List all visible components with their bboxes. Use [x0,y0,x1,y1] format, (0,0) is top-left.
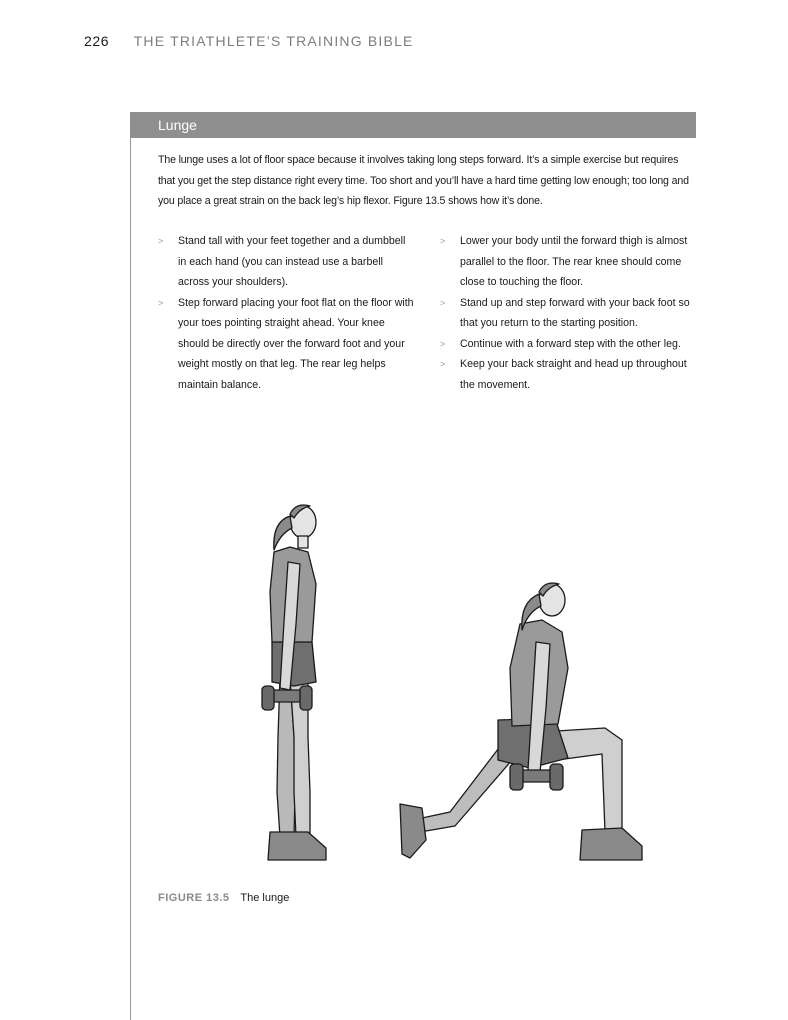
step-text: Stand tall with your feet together and a dumbbell in each hand (you can instead use a barbell across your shoulders). [178,235,406,288]
section-header [130,112,696,138]
bullet-icon: > [440,359,446,369]
list-item [158,293,416,396]
list-item [440,334,702,355]
list-item [158,231,416,293]
steps-list-left [158,231,416,395]
list-item [440,293,702,334]
page-number: 226 [84,33,110,49]
steps-list-right [440,231,702,395]
lunging-figure [400,583,642,860]
bullet-icon: > [440,338,446,349]
standing-figure [262,505,326,860]
bullet-icon: > [440,297,446,308]
intro-paragraph: The lunge uses a lot of floor space because it involves taking long steps forward. It’s a simple exercise but requires that you get the step distance right every time. Too short and you’ll have a hard time getting low enough; too long and you place a great strain on the back leg’s hip flexor. Figure 13.5 shows how it’s done. [158,154,689,207]
step-text: Step forward placing your foot flat on the floor with your toes pointing straight ahead. Your knee should be directly over the forward foot and your weight mostly on that leg. The rear leg helps maintain balance. [178,296,414,391]
step-text: Lower your body until the forward thigh is almost parallel to the floor. The rear knee should come close to touching the floor. [460,235,688,288]
book-title: THE TRIATHLETE’S TRAINING BIBLE [133,33,414,49]
step-text: Stand up and step forward with your back foot so that you return to the starting position. [460,296,690,329]
running-head [84,33,414,49]
list-item [440,354,702,395]
bullet-icon: > [158,236,164,246]
sidebar-rule [130,112,131,1020]
figure-caption-text: The lunge [240,892,290,904]
list-item [440,231,702,293]
step-text: Keep your back straight and head up throughout the movement. [460,358,687,391]
lunge-illustration [250,492,650,872]
bullet-icon: > [158,297,164,308]
figure-caption [158,892,289,904]
section-title: Lunge [158,117,197,133]
step-text: Continue with a forward step with the other leg. [460,337,681,350]
bullet-icon: > [440,236,446,246]
figure-label: FIGURE 13.5 [158,892,230,904]
